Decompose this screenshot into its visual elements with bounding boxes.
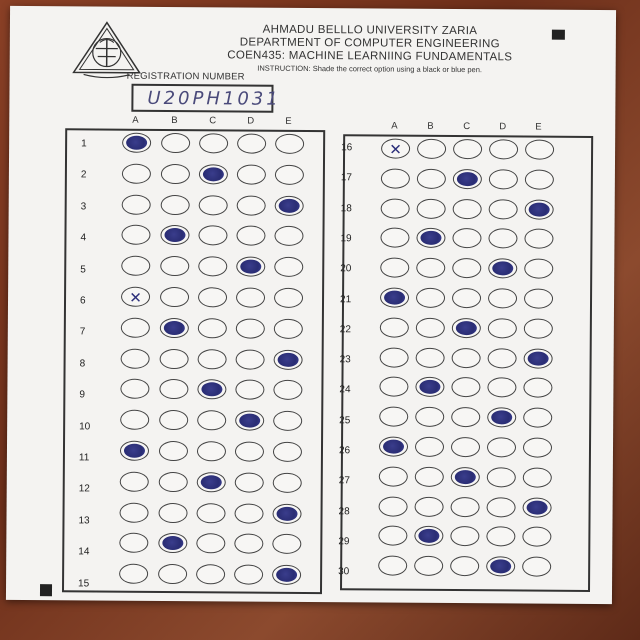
option-bubble-q28-e[interactable] bbox=[523, 497, 552, 517]
option-bubble-q8-b[interactable] bbox=[160, 349, 189, 369]
shaded-ink-mark bbox=[278, 352, 299, 366]
option-bubble-q12-b[interactable] bbox=[159, 472, 188, 492]
question-number: 21 bbox=[340, 293, 352, 305]
option-bubble-q8-e[interactable] bbox=[274, 349, 303, 369]
option-bubble-q26-e[interactable] bbox=[523, 437, 552, 457]
shaded-ink-mark bbox=[528, 351, 549, 365]
shaded-ink-mark bbox=[276, 506, 297, 520]
option-bubble-q21-c[interactable] bbox=[452, 288, 481, 308]
option-bubble-q11-e[interactable] bbox=[273, 442, 302, 462]
option-bubble-q27-a[interactable] bbox=[379, 466, 408, 486]
option-bubble-q28-c[interactable] bbox=[451, 497, 480, 517]
option-bubble-q6-c[interactable] bbox=[198, 287, 227, 307]
question-number: 22 bbox=[339, 323, 351, 336]
shaded-ink-mark bbox=[455, 470, 476, 484]
option-bubble-q3-a[interactable] bbox=[122, 194, 151, 214]
column-header-a-left: A bbox=[132, 114, 139, 126]
question-number: 8 bbox=[79, 358, 86, 370]
option-bubble-q7-e[interactable] bbox=[274, 319, 303, 339]
option-bubble-q7-b[interactable] bbox=[160, 318, 189, 338]
question-number: 23 bbox=[339, 354, 351, 366]
shaded-ink-mark bbox=[456, 321, 477, 335]
cross-mark-icon: ✕ bbox=[129, 288, 142, 307]
question-number: 4 bbox=[80, 232, 87, 244]
option-bubble-q28-a[interactable] bbox=[379, 496, 408, 516]
shaded-ink-mark bbox=[201, 383, 222, 397]
shaded-ink-mark bbox=[491, 410, 512, 424]
option-bubble-q11-b[interactable] bbox=[159, 441, 188, 461]
question-number: 12 bbox=[78, 483, 90, 495]
question-number: 7 bbox=[79, 326, 86, 338]
question-number: 20 bbox=[340, 263, 352, 275]
option-bubble-q13-c[interactable] bbox=[196, 503, 225, 523]
option-bubble-q1-b[interactable] bbox=[161, 133, 190, 153]
option-bubble-q12-c[interactable] bbox=[197, 472, 226, 492]
option-bubble-q3-e[interactable] bbox=[275, 195, 304, 215]
shaded-ink-mark bbox=[164, 321, 185, 335]
option-bubble-q22-b[interactable] bbox=[416, 318, 445, 338]
question-number: 19 bbox=[340, 233, 352, 245]
option-bubble-q23-d[interactable] bbox=[488, 348, 517, 368]
option-bubble-q26-c[interactable] bbox=[451, 437, 480, 457]
option-bubble-q18-b[interactable] bbox=[417, 198, 446, 218]
institution-name: AHMADU BELLLO UNIVERSITY ZARIA bbox=[262, 23, 478, 38]
shaded-ink-mark bbox=[164, 228, 185, 242]
option-bubble-q13-d[interactable] bbox=[234, 503, 263, 523]
option-bubble-q28-d[interactable] bbox=[487, 497, 516, 517]
option-bubble-q6-e[interactable] bbox=[274, 288, 303, 308]
question-number: 26 bbox=[338, 445, 351, 457]
option-bubble-q7-c[interactable] bbox=[198, 318, 227, 338]
question-number: 10 bbox=[79, 420, 91, 433]
shaded-ink-mark bbox=[419, 380, 440, 394]
option-bubble-q26-d[interactable] bbox=[487, 437, 516, 457]
shaded-ink-mark bbox=[384, 291, 405, 305]
option-bubble-q7-a[interactable] bbox=[121, 317, 150, 337]
question-number: 16 bbox=[341, 142, 353, 154]
option-bubble-q18-d[interactable] bbox=[489, 199, 518, 219]
option-bubble-q8-a[interactable] bbox=[121, 348, 150, 368]
shaded-ink-mark bbox=[126, 136, 147, 150]
option-bubble-q17-d[interactable] bbox=[489, 169, 518, 189]
option-bubble-q12-d[interactable] bbox=[235, 472, 264, 492]
column-header-c-right: C bbox=[463, 121, 471, 133]
option-bubble-q2-c[interactable] bbox=[199, 164, 228, 184]
option-bubble-q27-d[interactable] bbox=[487, 467, 516, 487]
column-header-a-right: A bbox=[391, 120, 398, 132]
shaded-ink-mark bbox=[201, 475, 222, 489]
option-bubble-q27-c[interactable] bbox=[451, 467, 480, 487]
option-bubble-q22-c[interactable] bbox=[452, 318, 481, 338]
shaded-ink-mark bbox=[418, 529, 439, 543]
option-bubble-q1-a[interactable] bbox=[122, 133, 151, 153]
instruction-text: INSTRUCTION: Shade the correct option using a black or blue pen. bbox=[257, 63, 483, 75]
option-bubble-q16-c[interactable] bbox=[453, 139, 482, 159]
answer-sheet bbox=[6, 6, 616, 604]
option-bubble-q21-d[interactable] bbox=[488, 288, 517, 308]
option-bubble-q16-e[interactable] bbox=[525, 139, 554, 159]
shaded-ink-mark bbox=[239, 414, 260, 428]
column-header-b-left: B bbox=[171, 115, 178, 127]
option-bubble-q16-b[interactable] bbox=[417, 139, 446, 159]
option-bubble-q3-d[interactable] bbox=[237, 195, 266, 215]
corner-registration-mark-bottom-left bbox=[40, 584, 52, 596]
option-bubble-q11-d[interactable] bbox=[235, 441, 264, 461]
shaded-ink-mark bbox=[529, 202, 550, 216]
option-bubble-q2-b[interactable] bbox=[161, 164, 190, 184]
question-number: 11 bbox=[78, 452, 90, 464]
option-bubble-q1-e[interactable] bbox=[275, 134, 304, 154]
option-bubble-q13-e[interactable] bbox=[272, 503, 301, 523]
question-number: 3 bbox=[80, 201, 87, 213]
question-number: 9 bbox=[79, 389, 85, 401]
option-bubble-q13-b[interactable] bbox=[158, 503, 187, 523]
cross-mark-icon: ✕ bbox=[389, 140, 402, 159]
option-bubble-q16-a[interactable] bbox=[381, 138, 410, 158]
option-bubble-q11-a[interactable] bbox=[120, 441, 149, 461]
column-header-e-right: E bbox=[535, 121, 542, 133]
shaded-ink-mark bbox=[203, 167, 224, 181]
question-number: 13 bbox=[78, 515, 90, 527]
option-bubble-q13-a[interactable] bbox=[119, 502, 148, 522]
option-bubble-q3-c[interactable] bbox=[199, 195, 228, 215]
question-number: 30 bbox=[338, 566, 350, 578]
option-bubble-q11-c[interactable] bbox=[197, 441, 226, 461]
option-bubble-q8-d[interactable] bbox=[236, 349, 265, 369]
option-bubble-q21-b[interactable] bbox=[416, 288, 445, 308]
shaded-ink-mark bbox=[490, 559, 511, 573]
option-bubble-q27-e[interactable] bbox=[523, 467, 552, 487]
sheet-header bbox=[160, 23, 580, 76]
shaded-ink-mark bbox=[492, 261, 513, 275]
shaded-ink-mark bbox=[457, 172, 478, 186]
option-bubble-q17-a[interactable] bbox=[381, 168, 410, 188]
option-bubble-q2-a[interactable] bbox=[122, 163, 151, 183]
option-bubble-q8-c[interactable] bbox=[198, 349, 227, 369]
column-header-c-left: C bbox=[209, 115, 217, 127]
column-header-d-right: D bbox=[499, 121, 507, 133]
column-header-d-left: D bbox=[247, 115, 255, 127]
question-number: 15 bbox=[78, 577, 90, 590]
option-bubble-q12-e[interactable] bbox=[273, 473, 302, 493]
question-number: 24 bbox=[339, 384, 351, 396]
column-header-e-left: E bbox=[285, 115, 292, 127]
registration-number: U20PH1031 bbox=[147, 87, 281, 110]
question-number: 5 bbox=[80, 263, 86, 276]
course-title: COEN435: MACHINE LEARNIING FUNDAMENTALS bbox=[227, 49, 513, 64]
option-bubble-q18-a[interactable] bbox=[381, 198, 410, 218]
shaded-ink-mark bbox=[527, 500, 548, 514]
option-bubble-q17-c[interactable] bbox=[453, 169, 482, 189]
question-number: 14 bbox=[78, 546, 90, 558]
option-bubble-q23-b[interactable] bbox=[416, 347, 445, 367]
option-bubble-q26-a[interactable] bbox=[379, 436, 408, 456]
option-bubble-q6-d[interactable] bbox=[236, 287, 265, 307]
option-bubble-q18-c[interactable] bbox=[453, 199, 482, 219]
option-bubble-q21-a[interactable] bbox=[380, 287, 409, 307]
question-number: 27 bbox=[338, 475, 350, 487]
corner-registration-mark-top-right bbox=[552, 30, 565, 40]
question-number: 1 bbox=[81, 138, 87, 150]
option-bubble-q3-b[interactable] bbox=[161, 195, 190, 215]
shaded-ink-mark bbox=[279, 198, 300, 212]
shaded-ink-mark bbox=[162, 536, 183, 550]
registration-number-box[interactable] bbox=[131, 84, 281, 113]
registration-label: REGISTRATION NUMBER bbox=[126, 70, 245, 83]
department-name: DEPARTMENT OF COMPUTER ENGINEERING bbox=[239, 36, 500, 51]
option-bubble-q2-d[interactable] bbox=[237, 164, 266, 184]
question-number: 25 bbox=[339, 414, 351, 426]
question-number: 17 bbox=[340, 172, 353, 184]
option-bubble-q23-c[interactable] bbox=[452, 348, 481, 368]
option-bubble-q17-b[interactable] bbox=[417, 169, 446, 189]
option-bubble-q6-b[interactable] bbox=[160, 287, 189, 307]
option-bubble-q17-e[interactable] bbox=[525, 169, 554, 189]
question-number: 6 bbox=[79, 295, 86, 307]
option-bubble-q22-d[interactable] bbox=[488, 318, 517, 338]
option-bubble-q23-e[interactable] bbox=[524, 348, 553, 368]
shaded-ink-mark bbox=[276, 568, 297, 582]
shaded-ink-mark bbox=[124, 444, 145, 458]
option-bubble-q6-a[interactable] bbox=[121, 287, 150, 307]
column-header-b-right: B bbox=[427, 120, 434, 132]
option-bubble-q26-b[interactable] bbox=[415, 437, 444, 457]
shaded-ink-mark bbox=[383, 440, 404, 454]
option-bubble-q16-d[interactable] bbox=[489, 139, 518, 159]
option-bubble-q21-e[interactable] bbox=[524, 288, 553, 308]
question-number: 2 bbox=[80, 169, 87, 181]
option-bubble-q18-e[interactable] bbox=[525, 199, 554, 219]
option-bubble-q27-b[interactable] bbox=[415, 467, 444, 487]
question-number: 29 bbox=[338, 536, 350, 548]
option-bubble-q22-e[interactable] bbox=[524, 318, 553, 338]
option-bubble-q28-b[interactable] bbox=[415, 496, 444, 516]
shaded-ink-mark bbox=[240, 260, 261, 274]
option-bubble-q2-e[interactable] bbox=[275, 165, 304, 185]
option-bubble-q22-a[interactable] bbox=[380, 317, 409, 337]
option-bubble-q7-d[interactable] bbox=[236, 318, 265, 338]
option-bubble-q1-c[interactable] bbox=[199, 133, 228, 153]
shaded-ink-mark bbox=[420, 231, 441, 245]
option-bubble-q1-d[interactable] bbox=[237, 133, 266, 153]
question-number: 28 bbox=[338, 505, 350, 517]
option-bubble-q12-a[interactable] bbox=[120, 471, 149, 491]
question-number: 18 bbox=[340, 202, 352, 214]
option-bubble-q23-a[interactable] bbox=[380, 347, 409, 367]
